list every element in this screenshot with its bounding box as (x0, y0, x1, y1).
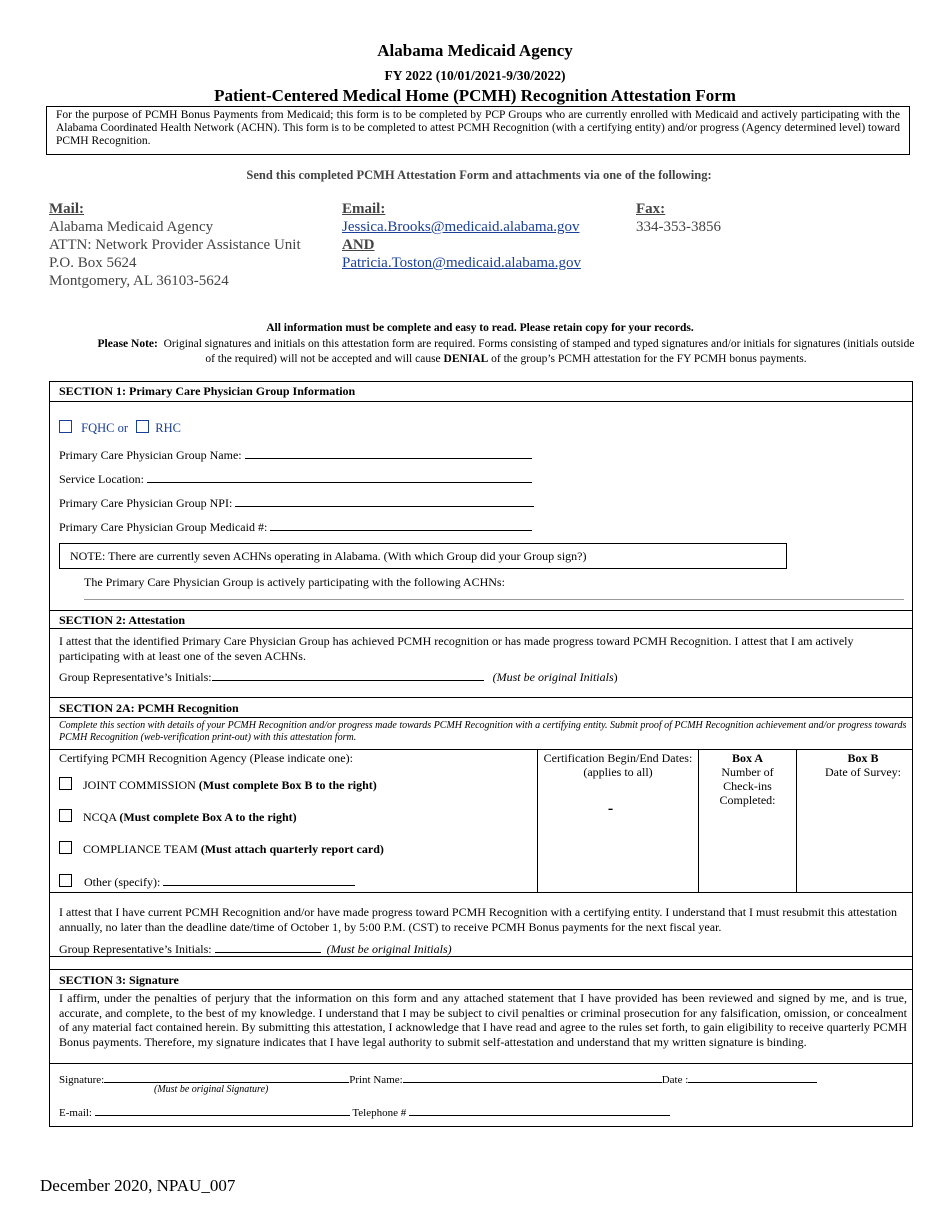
initials-field[interactable] (212, 669, 484, 681)
please-note (96, 337, 916, 367)
email-link-patricia[interactable]: Patricia.Toston@medicaid.alabama.gov (342, 255, 581, 271)
group-medicaid-field[interactable] (270, 519, 532, 531)
option-name: JOINT COMMISSION (83, 778, 196, 792)
initials-label: Group Representative’s Initials (59, 670, 209, 684)
rhc-checkbox[interactable] (136, 420, 149, 433)
email-label: Email: (342, 201, 386, 217)
achn-field[interactable] (84, 599, 904, 600)
option-note: (Must complete Box A to the right) (119, 810, 297, 824)
agency-header: Certifying PCMH Recognition Agency (Please indicate one): (59, 751, 353, 765)
section2-initials-row (59, 669, 618, 685)
divider (49, 717, 913, 718)
footer: December 2020, NPAU_007 (40, 1176, 236, 1195)
mail-line: Montgomery, AL 36103-5624 (49, 273, 229, 289)
box-a-title: Box A (731, 751, 763, 765)
contact-row (59, 1104, 670, 1119)
mail-block (49, 201, 334, 290)
fiscal-year: FY 2022 (10/01/2021-9/30/2022) (384, 68, 566, 83)
form-title: Patient-Centered Medical Home (PCMH) Recognition Attestation Form (214, 86, 736, 105)
fax-number: 334-353-3856 (636, 219, 721, 235)
option-name: Other (specify): (84, 875, 161, 889)
section2a-attest-text: I attest that I have current PCMH Recognition and/or have made progress toward PCMH Recognition with a certifying entity. I understand that I must resubmit this attestation annually, no later than the deadline date/time of October 1, by 5:00 P.M. (CST) to receive PCMH Bonus payments for the next fiscal year. (59, 905, 898, 934)
option-joint-commission (59, 777, 377, 793)
section2-text: I attest that the identified Primary Care Physician Group has achieved PCMH recognition or has made progress toward PCMH Recognition. I attest that I am actively participating with at least one of the seven ACHNs. (59, 634, 854, 663)
divider (49, 610, 913, 611)
option-name: NCQA (83, 810, 117, 824)
joint-commission-checkbox[interactable] (59, 777, 72, 790)
group-name-label: Primary Care Physician Group Name: (59, 448, 242, 462)
print-name-field[interactable] (403, 1071, 662, 1083)
box-b-title: Box B (847, 751, 879, 765)
divider (49, 989, 913, 990)
rhc-label: RHC (155, 421, 181, 435)
other-checkbox[interactable] (59, 874, 72, 887)
fqhc-checkbox[interactable] (59, 420, 72, 433)
date-label: Date : (661, 1074, 689, 1086)
email-field[interactable] (95, 1104, 350, 1116)
compliance-team-checkbox[interactable] (59, 841, 72, 854)
agency-title: Alabama Medicaid Agency (377, 41, 573, 60)
section1-title: SECTION 1: Primary Care Physician Group Information (59, 384, 356, 398)
fax-block (636, 201, 786, 236)
signature-label: Signature: (59, 1074, 105, 1086)
dates-header (538, 751, 698, 779)
divider (49, 628, 913, 629)
box-b-desc: Date of Survey: (825, 765, 901, 779)
section2a-initials-row (59, 941, 452, 957)
date-field[interactable] (688, 1071, 817, 1083)
note-box: NOTE: There are currently seven ACHNs operating in Alabama. (With which Group did your Group sign?) (59, 543, 787, 569)
option-note: (Must attach quarterly report card) (200, 842, 384, 856)
fqhc-rhc-row (59, 420, 181, 436)
group-medicaid-row (59, 519, 532, 535)
initials-note: (Must be original Initials (492, 670, 614, 684)
divider (49, 892, 913, 893)
email-link-jessica[interactable]: Jessica.Brooks@medicaid.alabama.gov (342, 219, 580, 235)
group-medicaid-label: Primary Care Physician Group Medicaid #: (59, 520, 268, 534)
group-name-row (59, 447, 532, 463)
initials-field[interactable] (215, 941, 321, 953)
box-a-desc: Number of Check-ins Completed: (719, 765, 776, 807)
divider (49, 956, 913, 957)
mail-line: P.O. Box 5624 (49, 255, 137, 271)
please-note-text-a: Original signatures and initials on this attestation form are required. Forms consisting of stamped and typed signatures and/or initials for signatures (initials outside of the required) will not be accepted and will cause (163, 338, 915, 365)
service-location-field[interactable] (147, 471, 532, 483)
please-note-label: Please Note: (97, 338, 158, 350)
service-location-label: Service Location: (59, 472, 144, 486)
group-npi-label: Primary Care Physician Group NPI: (59, 496, 233, 510)
notice-line: All information must be complete and easy to read. Please retain copy for your records. (266, 322, 694, 334)
dates-header-line1: Certification Begin/End Dates: (543, 751, 693, 765)
initials-note: (Must be original Initials) (326, 942, 452, 956)
signature-field[interactable] (104, 1071, 349, 1083)
dates-header-line2: (applies to all) (583, 765, 653, 779)
fax-label: Fax: (636, 201, 666, 217)
section2a-instructions: Complete this section with details of your PCMH Recognition and/or progress made towards PCMH Recognition with a certifying entity. Submit proof of PCMH Recognition achievement and/or progress towards PCMH Recognition (web-verification print-out) with this attestation form. (59, 720, 907, 743)
mail-line: ATTN: Network Provider Assistance Unit (49, 237, 301, 253)
mail-line: Alabama Medicaid Agency (49, 219, 214, 235)
section3-text: I affirm, under the penalties of perjury that the information on this form and any attached statement that I have provided has been reviewed and signed by me, and is true, accurate, and complete, to the best of my knowledge. I understand that I may be subject to civil penalties or criminal prosecution for any falsification, omission, or concealment of any material fact contained herein. By submitting this attestation, I acknowledge that I have read and agree to the rules set forth, to gain eligibility to receive quarterly PCMH Bonus payments. Therefore, my signature indicates that I have legal authority to submit self-attestation and understand that my written signature is binding. (59, 991, 907, 1049)
signature-note: (Must be original Signature) (154, 1084, 269, 1095)
dates-field[interactable]: - (607, 800, 614, 817)
divider (49, 1063, 913, 1064)
option-ncqa (59, 809, 297, 825)
group-npi-field[interactable] (235, 495, 534, 507)
initials-colon: : (208, 670, 212, 684)
section2-title: SECTION 2: Attestation (59, 613, 186, 627)
send-instruction: Send this completed PCMH Attestation Form and attachments via one of the following: (246, 168, 712, 182)
denial-word: DENIAL (443, 353, 489, 365)
service-location-row (59, 471, 532, 487)
other-field[interactable] (163, 874, 355, 886)
divider (49, 401, 913, 402)
fqhc-label: FQHC or (81, 421, 129, 435)
divider (49, 749, 913, 750)
section2a-title: SECTION 2A: PCMH Recognition (59, 701, 239, 715)
group-name-field[interactable] (245, 447, 532, 459)
please-note-text-b: of the group’s PCMH attestation for the FY PCMH bonus payments. (491, 353, 807, 365)
email-block (342, 201, 632, 272)
initials-paren: ) (613, 670, 618, 684)
option-name: COMPLIANCE TEAM (83, 842, 198, 856)
ncqa-checkbox[interactable] (59, 809, 72, 822)
divider (49, 697, 913, 698)
section3-title: SECTION 3: Signature (59, 973, 179, 987)
divider (49, 969, 913, 970)
box-b[interactable] (797, 751, 929, 779)
telephone-label: Telephone # (352, 1107, 407, 1119)
group-npi-row (59, 495, 534, 511)
print-name-label: Print Name: (349, 1074, 403, 1086)
email-label: E-mail: (59, 1107, 92, 1119)
participating-label: The Primary Care Physician Group is actively participating with the following ACHNs: (84, 575, 505, 589)
option-other (59, 874, 355, 890)
option-note: (Must complete Box B to the right) (198, 778, 377, 792)
initials-label: Group Representative’s Initials: (59, 942, 212, 956)
telephone-field[interactable] (409, 1104, 670, 1116)
option-compliance-team (59, 841, 384, 857)
box-a[interactable] (699, 751, 796, 807)
mail-label: Mail: (49, 201, 84, 217)
intro-box: For the purpose of PCMH Bonus Payments from Medicaid; this form is to be completed by PCP Groups who are currently enrolled with Medicaid and actively participating with the Alabama Coordinated Health Network (ACHN). This form is to be completed to attest PCMH Recognition (with a certifying entity) and/or progress (Agency determined level) toward PCMH Recognition. (46, 106, 910, 155)
email-and: AND (342, 237, 375, 253)
